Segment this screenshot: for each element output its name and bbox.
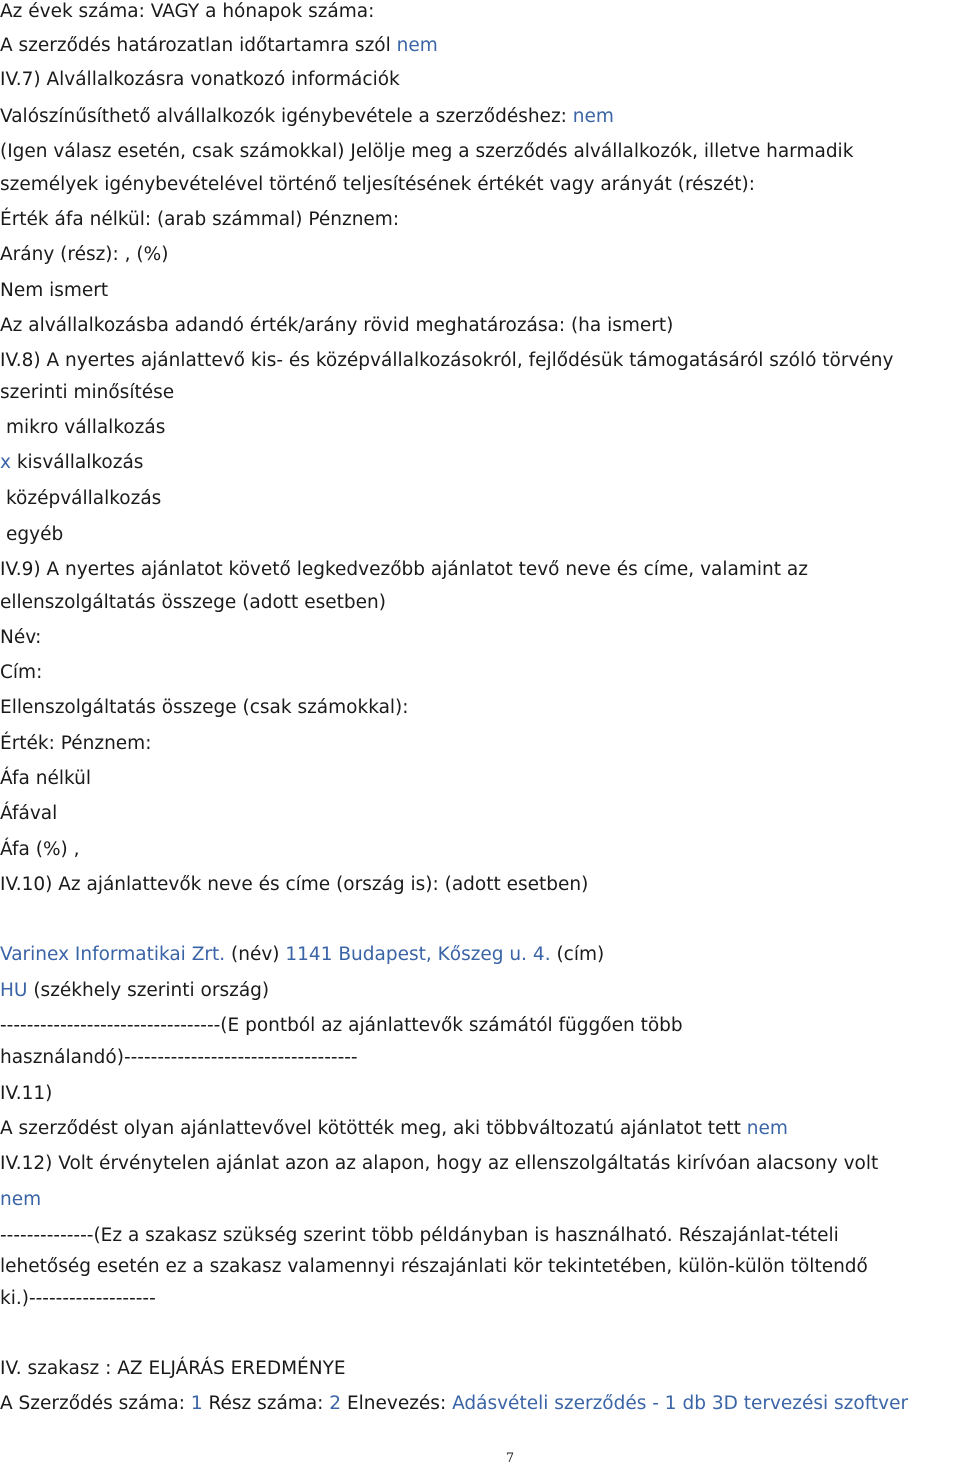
contract-number-label: A Szerződés száma: [0, 1393, 191, 1414]
indefinite-term-value: nem [396, 35, 438, 56]
tenderer-name: Varinex Informatikai Zrt. [0, 944, 226, 965]
variant-tender-label: A szerződést olyan ajánlattevővel kötötték meg, aki többváltozatú ajánlatot tett [0, 1118, 747, 1139]
subcontractors-value: nem [572, 106, 614, 127]
separator-note: ---------------------------------(E pontból az ajánlattevők számától függően több [0, 1015, 683, 1036]
page-number: 7 [505, 1451, 515, 1466]
option-small-enterprise [0, 452, 143, 474]
field-with-vat-label: Áfával [0, 803, 58, 824]
abnormally-low-value: nem [0, 1189, 42, 1210]
separator-note: --------------(Ez a szakasz szükség szerint több példányban is használható. Részajánlat-tételi [0, 1225, 839, 1246]
option-medium-enterprise: középvállalkozás [6, 488, 162, 509]
variant-tender-value: nem [746, 1118, 788, 1139]
tenderer-country: HU [0, 980, 28, 1001]
field-name-label: Név: [0, 627, 42, 648]
field-value-currency-label: Érték: Pénznem: [0, 733, 152, 754]
section-iv8-heading-cont: szerinti minősítése [0, 382, 175, 403]
field-address-label: Cím: [0, 662, 43, 683]
separator-note-end: ki.)------------------- [0, 1288, 156, 1309]
section-iv10-heading: IV.10) Az ajánlattevők neve és címe (ország is): (adott esetben) [0, 874, 589, 895]
tenderer-address-label: (cím) [550, 944, 605, 965]
lot-number-label: Rész száma: [202, 1393, 330, 1414]
field-consideration-label: Ellenszolgáltatás összege (csak számokkal): [0, 697, 409, 718]
contract-title-label: Elnevezés: [341, 1393, 453, 1414]
section-iv11-heading: IV.11) [0, 1083, 53, 1104]
line-contract-info [0, 1393, 908, 1415]
line-ratio: Arány (rész): , (%) [0, 244, 169, 265]
line-tenderer-name-address [0, 944, 604, 966]
separator-note-cont: lehetőség esetén ez a szakasz valamennyi részajánlati kör tekintetében, külön-külön töltendő [0, 1256, 868, 1277]
section-iv8-heading: IV.8) A nyertes ajánlattevő kis- és középvállalkozásokról, fejlődésük támogatásáról szóló törvény [0, 350, 894, 371]
tenderer-country-label: (székhely szerinti ország) [27, 980, 270, 1001]
field-without-vat-label: Áfa nélkül [0, 768, 91, 789]
indefinite-term-label: A szerződés határozatlan időtartamra szól [0, 35, 397, 56]
line-not-known: Nem ismert [0, 280, 109, 301]
line-indefinite-term [0, 35, 438, 57]
separator-note-cont: használandó)----------------------------------- [0, 1047, 358, 1068]
option-other: egyéb [6, 524, 64, 545]
section-iv12-heading: IV.12) Volt érvénytelen ajánlat azon az alapon, hogy az ellenszolgáltatás kirívóan alacsony volt [0, 1153, 879, 1174]
paragraph-line: személyek igénybevételével történő teljesítésének értékét vagy arányát (részét): [0, 174, 755, 195]
line-tenderer-country [0, 980, 269, 1002]
subcontractors-label: Valószínűsíthető alvállalkozók igénybevétele a szerződéshez: [0, 106, 573, 127]
line-value-without-vat: Érték áfa nélkül: (arab számmal) Pénznem: [0, 209, 400, 230]
option-micro-enterprise: mikro vállalkozás [6, 417, 166, 438]
tenderer-name-label: (név) [225, 944, 286, 965]
tenderer-address: 1141 Budapest, Kőszeg u. 4. [285, 944, 551, 965]
line-duration-heading: Az évek száma: VAGY a hónapok száma: [0, 1, 375, 22]
line-subcontractors [0, 106, 614, 128]
lot-number-value: 2 [329, 1393, 342, 1414]
contract-number-value: 1 [190, 1393, 203, 1414]
line-variant-tender [0, 1118, 788, 1140]
line-short-description: Az alvállalkozásba adandó érték/arány rövid meghatározása: (ha ismert) [0, 315, 674, 336]
section-iv-result-heading: IV. szakasz : AZ ELJÁRÁS EREDMÉNYE [0, 1358, 346, 1379]
section-iv9-heading: IV.9) A nyertes ajánlatot követő legkedvezőbb ajánlatot tevő neve és címe, valamint az [0, 559, 808, 580]
contract-title-value: Adásvételi szerződés - 1 db 3D tervezési szoftver [452, 1393, 909, 1414]
field-vat-percent-label: Áfa (%) , [0, 839, 80, 860]
section-iv7-heading: IV.7) Alvállalkozásra vonatkozó információk [0, 69, 400, 90]
selected-mark: x [0, 452, 11, 473]
section-iv9-heading-cont: ellenszolgáltatás összege (adott esetben) [0, 592, 386, 613]
option-small-enterprise-label: kisvállalkozás [10, 452, 144, 473]
paragraph-line: (Igen válasz esetén, csak számokkal) Jelölje meg a szerződés alvállalkozók, illetve harmadik [0, 141, 854, 162]
